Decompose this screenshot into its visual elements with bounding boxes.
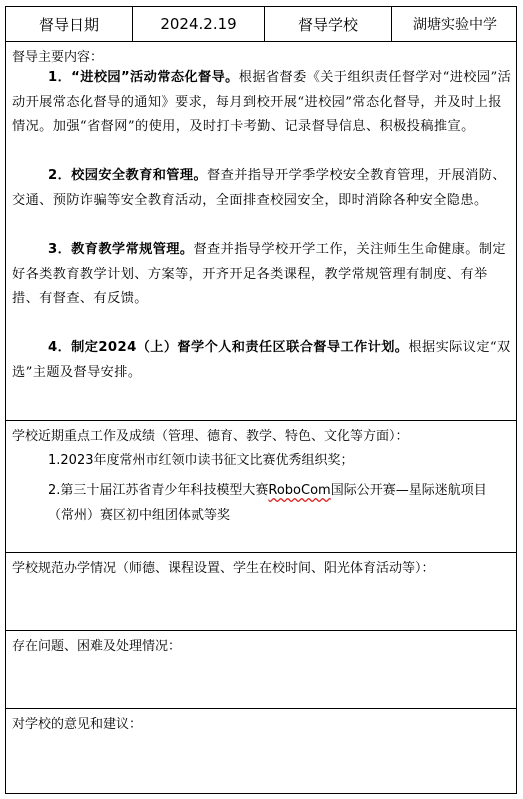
header-row [6,7,516,42]
main-item-3-title: 3．教育教学常规管理。 [48,242,194,257]
achievement-item-2-pre: 2.第三十届江苏省青少年科技模型大赛 [48,483,269,498]
main-item-2-body: 督查并指导开学季学校安全教育管理，开展消防、交通、预防诈骗等安全教育活动，全面排查校园安全，即时消除各种安全隐患。 [12,168,506,208]
main-item-1 [12,66,512,140]
main-item-4-title: 4．制定2024（上）督学个人和责任区联合督导工作计划。 [48,340,409,355]
achievement-item-2 [48,479,512,528]
achievements-section [6,421,516,553]
main-item-3 [12,238,512,312]
problems-section [6,631,516,709]
advice-label: 对学校的意见和建议： [12,717,143,732]
main-content-section [6,42,516,421]
achievements-label: 学校近期重点工作及成绩（管理、德育、教学、特色、文化等方面）： [12,429,409,444]
achievement-item-1: 1.2023年度常州市红领巾读书征文比赛优秀组织奖； [48,453,354,468]
main-item-2-title: 2．校园安全教育和管理。 [48,168,208,183]
advice-section [6,709,516,795]
school-value: 湖塘实验中学 [413,17,497,33]
supervision-record-form [5,6,517,794]
problems-label: 存在问题、困难及处理情况： [12,639,182,654]
norms-section [6,553,516,631]
main-item-1-title: 1．“进校园”活动常态化督导。 [48,70,239,85]
norms-label: 学校规范办学情况（师德、课程设置、学生在校时间、阳光体育活动等）： [12,561,435,576]
main-item-3-body: 督查并指导学校开学工作，关注师生生命健康。制定好各类教育教学计划、方案等，开齐开足各类课程，教学常规管理有制度、有举措、有督查、有反馈。 [12,242,506,306]
school-label: 督导学校 [265,7,392,41]
achievement-item-2-term: RoboCom [268,483,331,498]
main-content-label: 督导主要内容： [12,50,104,65]
main-item-4-body: 根据实际议定“双选”主题及督导安排。 [12,340,511,380]
date-value: 2024.2.19 [133,7,265,41]
main-item-4 [12,336,512,385]
main-item-1-body: 根据省督委《关于组织责任督学对“进校园”活动开展常态化督导的通知》要求，每月到校开展“进校园”常态化督导，并及时上报情况。加强“省督网”的使用，及时打卡考勤、记录督导信息、积极投稿推宣。 [12,70,512,134]
date-label: 督导日期 [6,7,133,41]
main-item-2 [12,164,512,213]
achievement-item-2-post: 国际公开赛—星际迷航项目（常州）赛区初中组团体贰等奖 [48,483,487,523]
